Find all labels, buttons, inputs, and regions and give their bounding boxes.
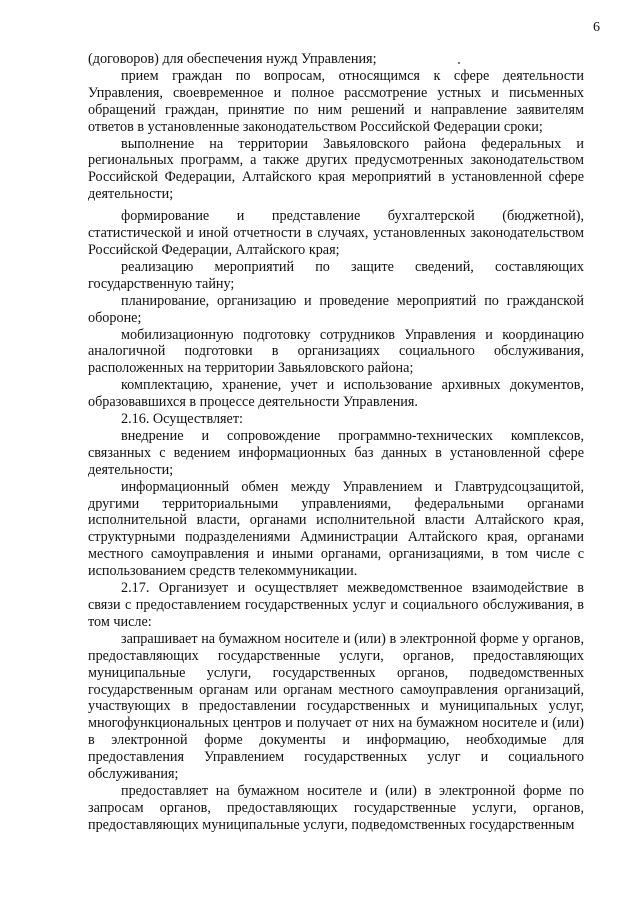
paragraph-programs: выполнение на территории Завьяловского района федеральных и региональных программ, а также других предусмотренных законодательством Российской Федерации, Алтайского края мероприятий в установленной сфере деятельности; — [88, 135, 584, 203]
paragraph-civil-defense: планирование, организацию и проведение мероприятий по гражданской обороне; — [88, 292, 584, 326]
paragraph-info-exchange: информационный обмен между Управлением и Главтрудсоцзащитой, другими территориальными управлениями, федеральными органами исполнительной власти, органами исполнительной власти Алтайского края, структурными подразделениями Администрации Алтайского края, органами местного самоуправления и иными органами, организациями, в том числе с использованием средств телекоммуникации. — [88, 478, 584, 580]
document-body — [88, 51, 584, 834]
paragraph-archives: комплектацию, хранение, учет и использование архивных документов, образовавшихся в процессе деятельности Управления. — [88, 377, 584, 411]
paragraph-mobilization: мобилизационную подготовку сотрудников Управления и координацию аналогичной подготовки в организациях социального обслуживания, расположенных на территории Завьяловского района; — [88, 326, 584, 377]
paragraph-citizen-reception: прием граждан по вопросам, относящимся к сфере деятельности Управления, своевременное и полное рассмотрение устных и письменных обращений граждан, принятие по ним решений и направление заявителям ответов в установленные законодательством Российской Федерации сроки; — [88, 67, 584, 135]
paragraph-provides: предоставляет на бумажном носителе и (или) в электронной форме по запросам органов, предоставляющих государственные услуги, органов, предоставляющих муниципальные услуги, подведомственных государственным — [88, 782, 584, 833]
page-number: 6 — [593, 20, 600, 35]
paragraph-software: внедрение и сопровождение программно-технических комплексов, связанных с ведением информационных баз данных в установленной сфере деятельности; — [88, 427, 584, 478]
section-heading-2-16: 2.16. Осуществляет: — [121, 411, 243, 428]
paragraph-requests: запрашивает на бумажном носителе и (или) в электронной форме у органов, предоставляющих государственные услуги, органов, предоставляющих муниципальные услуги, государственных органов, подведомственных государственным органам или органам местного самоуправления организаций, участвующих в предоставлении государственных и муниципальных услуг, многофункциональных центров и получает от них на бумажном носителе и (или) в электронной форме документы и информацию, необходимые для предоставления Управлением государственных услуг и социального обслуживания; — [88, 630, 584, 783]
paragraph-continuation: (договоров) для обеспечения нужд Управления; — [88, 51, 377, 67]
paragraph-reporting: формирование и представление бухгалтерской (бюджетной), статистической и иной отчетности в случаях, установленных законодательством Российской Федерации, Алтайского края; — [88, 208, 584, 258]
paragraph-state-secret: реализацию мероприятий по защите сведений, составляющих государственную тайну; — [88, 258, 584, 292]
section-2-17: 2.17. Организует и осуществляет межведомственное взаимодействие в связи с предоставлением государственных услуг и социального обслуживания, в том числе: — [88, 580, 584, 630]
